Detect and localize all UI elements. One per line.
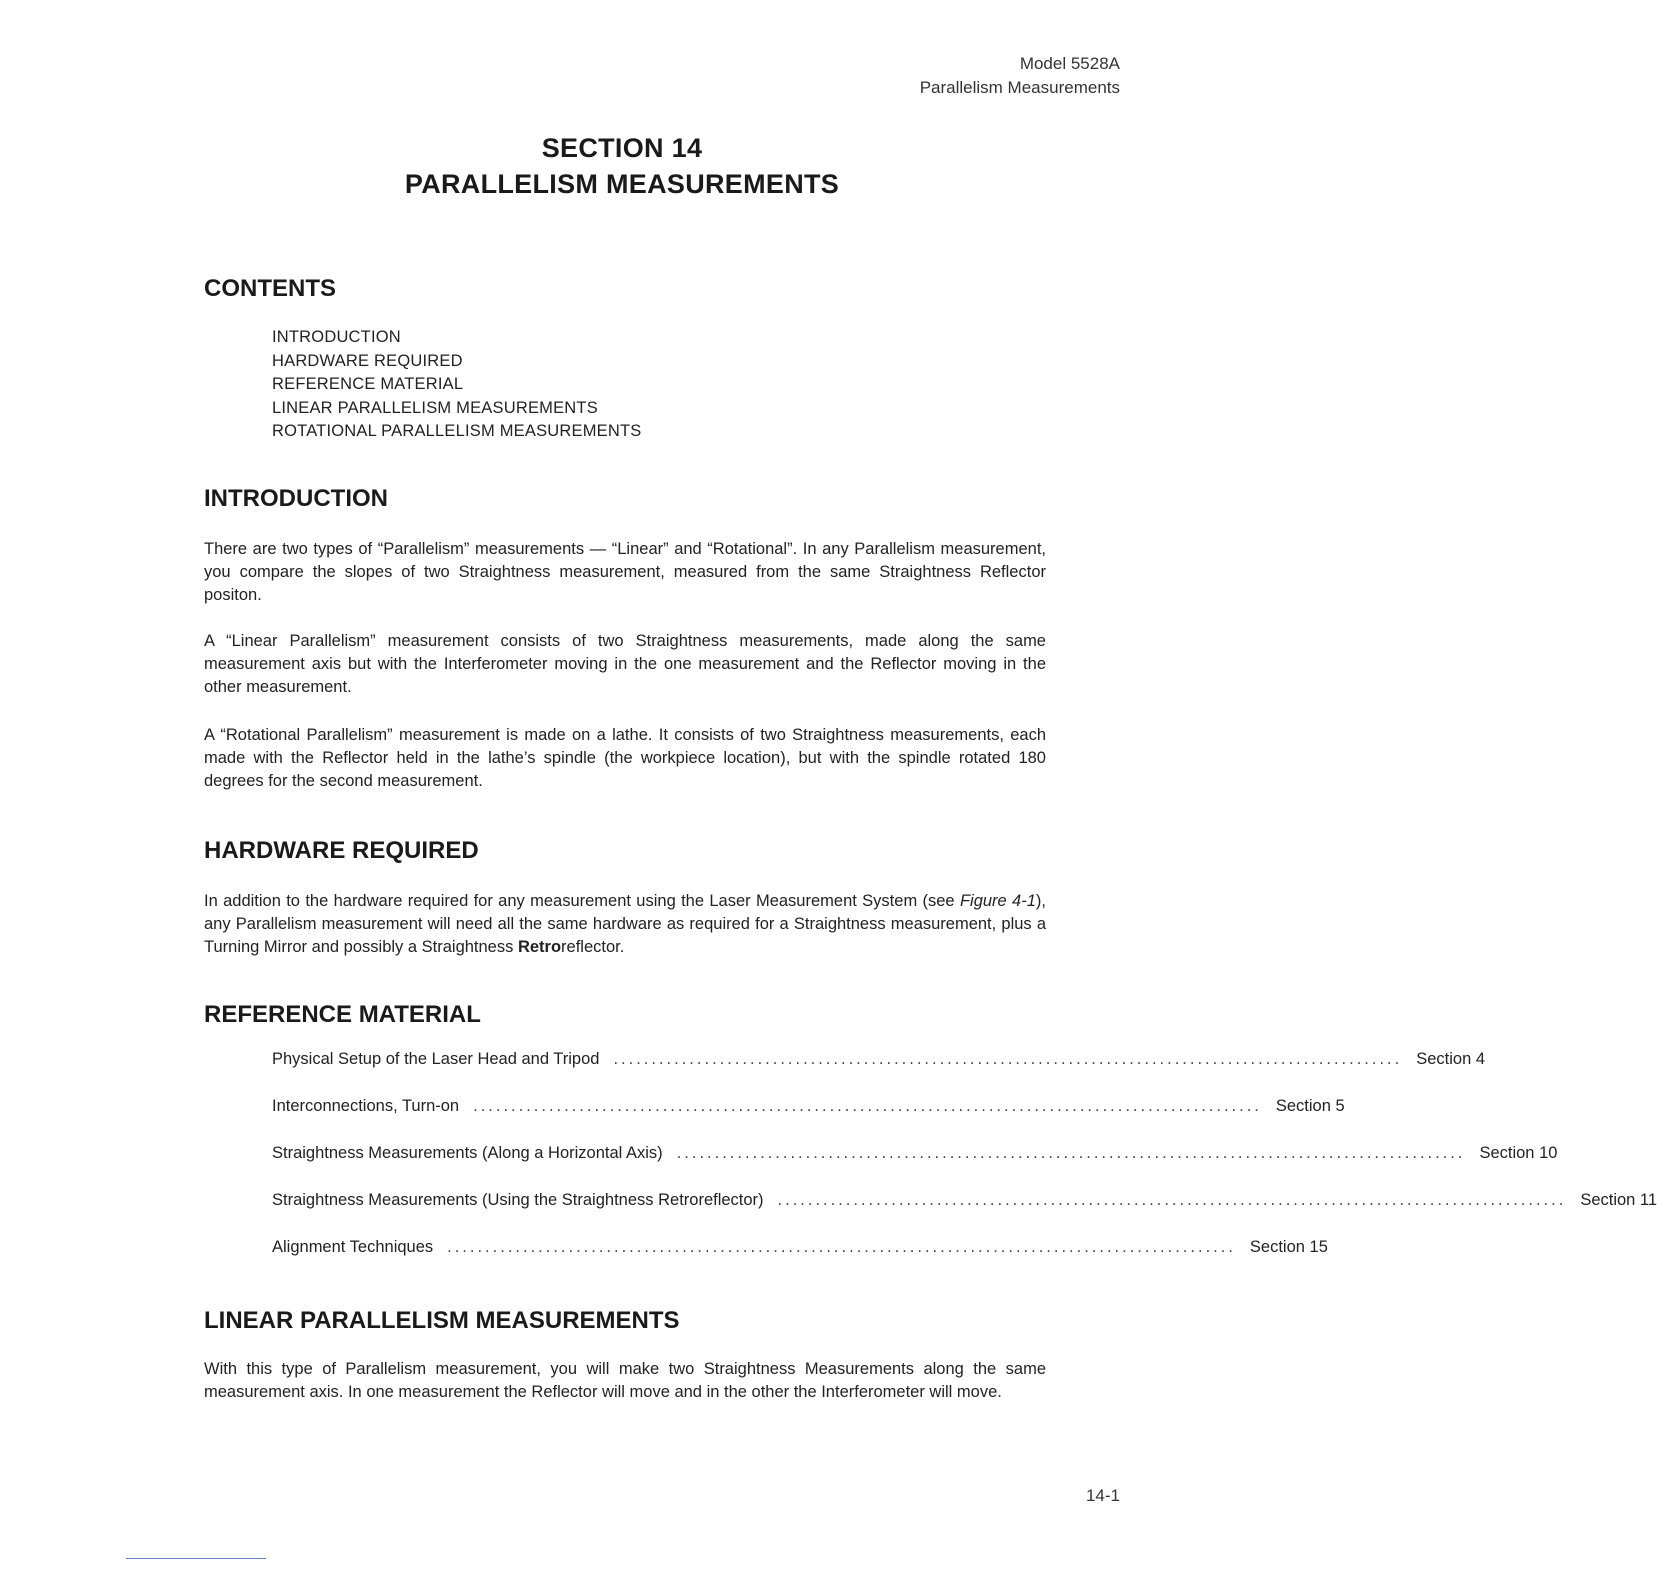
intro-paragraph-3: A “Rotational Parallelism” measurement is made on a lathe. It consists of two Straightness measurements, each made with the Reflector held in the lathe’s spindle (the workpiece location), but with the spindle rotated 180 degrees for the second measurement.	[204, 726, 1046, 790]
reference-list	[272, 1050, 1657, 1285]
reference-item	[272, 1050, 1486, 1097]
retro-emphasis: Retro	[517, 938, 562, 956]
reference-section: Section 5	[1275, 1097, 1345, 1115]
reference-item	[272, 1191, 1657, 1238]
section-number: SECTION 14	[541, 133, 703, 163]
leader-dots: ........................................................................................................	[676, 1144, 1466, 1162]
intro-paragraph-1: There are two types of “Parallelism” measurements — “Linear” and “Rotational”. In any Parallelism measurement, you compare the slopes of two Straightness measurement, measured from the same Straightness Reflector positon.	[204, 540, 1046, 604]
reference-title: Interconnections, Turn-on	[272, 1097, 460, 1115]
hardware-heading: HARDWARE REQUIRED	[204, 837, 479, 864]
hardware-paragraph	[204, 890, 1046, 959]
introduction-heading: INTRODUCTION	[204, 485, 388, 512]
page-header	[920, 52, 1120, 100]
reference-heading: REFERENCE MATERIAL	[204, 1001, 481, 1028]
section-title	[0, 130, 1244, 202]
reference-item	[272, 1097, 1345, 1144]
contents-heading: CONTENTS	[204, 275, 336, 302]
reference-title: Alignment Techniques	[272, 1238, 434, 1256]
reference-item	[272, 1144, 1558, 1191]
contents-item: INTRODUCTION	[272, 328, 401, 346]
reference-item	[272, 1238, 1328, 1285]
contents-item: HARDWARE REQUIRED	[272, 351, 463, 370]
hardware-text-2: ), any Parallelism measurement will need all the same hardware as required for a Straightness measurement, plus a Turning Mirror and possibly a Straightness	[204, 892, 1046, 956]
contents-list	[272, 326, 641, 444]
header-subject: Parallelism Measurements	[919, 78, 1120, 97]
page-number: 14-1	[1085, 1486, 1120, 1505]
contents-item: ROTATIONAL PARALLELISM MEASUREMENTS	[272, 422, 642, 440]
leader-dots: ........................................................................................................	[473, 1097, 1262, 1115]
hardware-text-3: reflector.	[561, 938, 625, 956]
reference-title: Straightness Measurements (Along a Horizontal Axis)	[272, 1144, 663, 1162]
leader-dots: ........................................................................................................	[777, 1191, 1567, 1209]
figure-reference: Figure 4-1	[959, 892, 1036, 910]
header-model: Model 5528A	[1019, 54, 1120, 73]
reference-section: Section 10	[1479, 1144, 1558, 1162]
leader-dots: ........................................................................................................	[613, 1050, 1403, 1068]
reference-section: Section 15	[1249, 1238, 1328, 1256]
contents-item: REFERENCE MATERIAL	[272, 375, 464, 393]
reference-title: Physical Setup of the Laser Head and Tripod	[272, 1050, 600, 1068]
footnote-divider	[126, 1558, 266, 1559]
linear-paragraph: With this type of Parallelism measurement, you will make two Straightness Measurements along the same measurement axis. In one measurement the Reflector will move and in the other the Interferometer will move.	[204, 1360, 1046, 1401]
reference-title: Straightness Measurements (Using the Straightness Retroreflector)	[272, 1191, 764, 1209]
contents-item: LINEAR PARALLELISM MEASUREMENTS	[272, 398, 598, 417]
section-name: PARALLELISM MEASUREMENTS	[404, 169, 840, 199]
intro-paragraph-2: A “Linear Parallelism” measurement consists of two Straightness measurements, made along the same measurement axis but with the Interferometer moving in the one measurement and the Reflector moving in the other measurement.	[204, 632, 1046, 696]
hardware-text-1: In addition to the hardware required for any measurement using the Laser Measurement System (see	[204, 892, 960, 910]
linear-heading: LINEAR PARALLELISM MEASUREMENTS	[204, 1307, 680, 1334]
reference-section: Section 11	[1580, 1191, 1657, 1209]
leader-dots: ........................................................................................................	[447, 1238, 1236, 1256]
reference-section: Section 4	[1416, 1050, 1486, 1068]
